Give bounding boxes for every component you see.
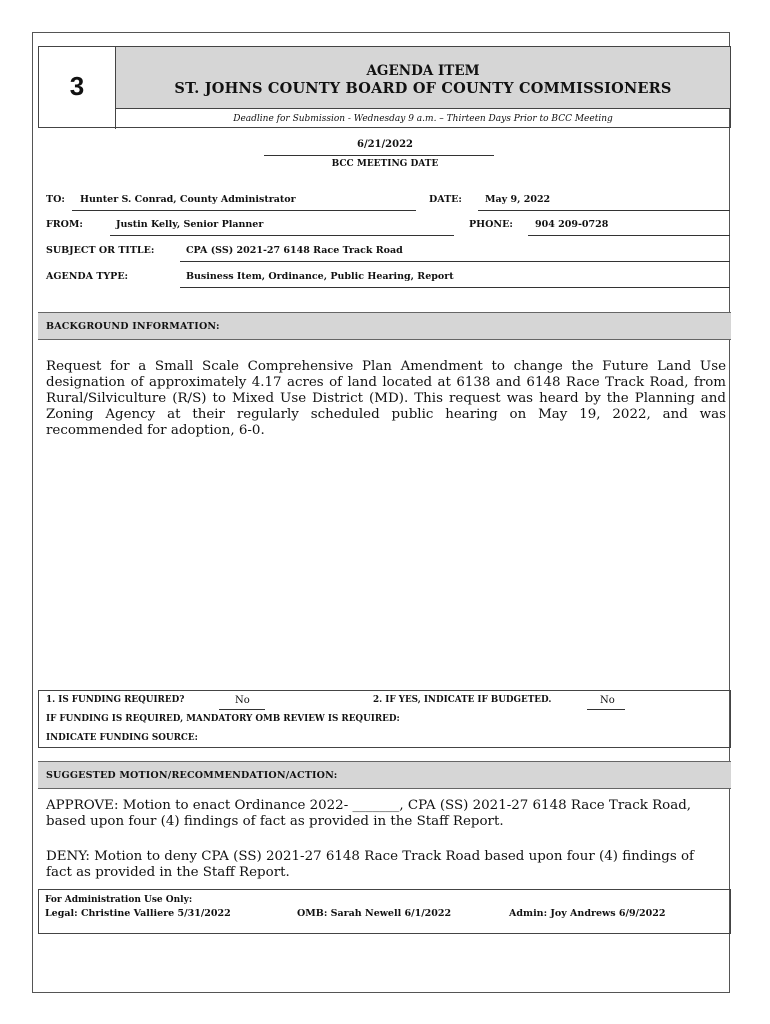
funding-box — [38, 690, 731, 748]
date-underline — [478, 210, 730, 211]
to-label: TO: — [46, 194, 65, 205]
agenda-type-value: Business Item, Ordinance, Public Hearing, Report — [186, 271, 454, 282]
phone-value: 904 209-0728 — [535, 219, 609, 230]
funding-required-underline — [219, 709, 265, 710]
subject-value: CPA (SS) 2021-27 6148 Race Track Road — [186, 245, 403, 256]
header-title-line1: AGENDA ITEM — [366, 63, 480, 79]
budgeted-underline — [587, 709, 625, 710]
agenda-type-label: AGENDA TYPE: — [46, 271, 129, 282]
submission-deadline: Deadline for Submission - Wednesday 9 a.m. – Thirteen Days Prior to BCC Meeting — [233, 114, 613, 124]
admin-use-box — [38, 889, 731, 934]
omb-review-note: IF FUNDING IS REQUIRED, MANDATORY OMB REVIEW IS REQUIRED: — [46, 714, 400, 724]
from-label: FROM: — [46, 219, 83, 230]
agenda-header — [38, 46, 731, 128]
from-value: Justin Kelly, Senior Planner — [116, 219, 264, 230]
admin-approval: Admin: Joy Andrews 6/9/2022 — [509, 908, 666, 919]
background-heading: BACKGROUND INFORMATION: — [46, 321, 220, 332]
meeting-date-underline — [264, 155, 494, 156]
budgeted-label: 2. IF YES, INDICATE IF BUDGETED. — [373, 695, 552, 705]
date-value: May 9, 2022 — [485, 194, 551, 205]
agenda-type-underline — [180, 287, 730, 288]
to-underline — [72, 210, 416, 211]
header-title-cell — [116, 47, 730, 109]
to-value: Hunter S. Conrad, County Administrator — [80, 194, 296, 205]
item-number-cell — [39, 47, 116, 129]
admin-use-heading: For Administration Use Only: — [45, 895, 193, 905]
meeting-date: 6/21/2022 — [356, 139, 413, 150]
item-number: 3 — [69, 71, 85, 101]
approve-motion: APPROVE: Motion to enact Ordinance 2022- _______, CPA (SS) 2021-27 6148 Race Track Road, based upon four (4) findings of fact as provided in the Staff Report. — [46, 798, 692, 829]
header-title-line2: ST. JOHNS COUNTY BOARD OF COUNTY COMMISSIONERS — [174, 80, 672, 97]
date-label: DATE: — [429, 194, 462, 205]
omb-approval: OMB: Sarah Newell 6/1/2022 — [297, 908, 452, 919]
meeting-date-label: BCC MEETING DATE — [331, 159, 439, 169]
from-underline — [110, 235, 454, 236]
subject-label: SUBJECT OR TITLE: — [46, 245, 155, 256]
funding-source-label: INDICATE FUNDING SOURCE: — [46, 733, 198, 743]
funding-required-value: No — [235, 695, 250, 706]
legal-approval: Legal: Christine Valliere 5/31/2022 — [45, 908, 231, 919]
background-section-header — [38, 312, 731, 340]
motion-section-header — [38, 761, 731, 789]
phone-label: PHONE: — [469, 219, 513, 230]
deny-motion: DENY: Motion to deny CPA (SS) 2021-27 6148 Race Track Road based upon four (4) findings of fact as provided in the Staff Report. — [46, 849, 694, 880]
motion-heading: SUGGESTED MOTION/RECOMMENDATION/ACTION: — [46, 770, 338, 781]
budgeted-value: No — [600, 695, 615, 706]
subject-underline — [180, 261, 730, 262]
funding-required-label: 1. IS FUNDING REQUIRED? — [46, 695, 185, 705]
background-text: Request for a Small Scale Comprehensive Plan Amendment to change the Future Land Use designation of approximately 4.17 acres of land located at 6138 and 6148 Race Track Road, from Rural/Silviculture (R/S) to Mixed Use District (MD). This request was heard by the Planning and Zoning Agency at their regularly scheduled public hearing on May 19, 2022, and was recommended for adoption, 6-0. — [46, 359, 726, 438]
phone-underline — [528, 235, 730, 236]
